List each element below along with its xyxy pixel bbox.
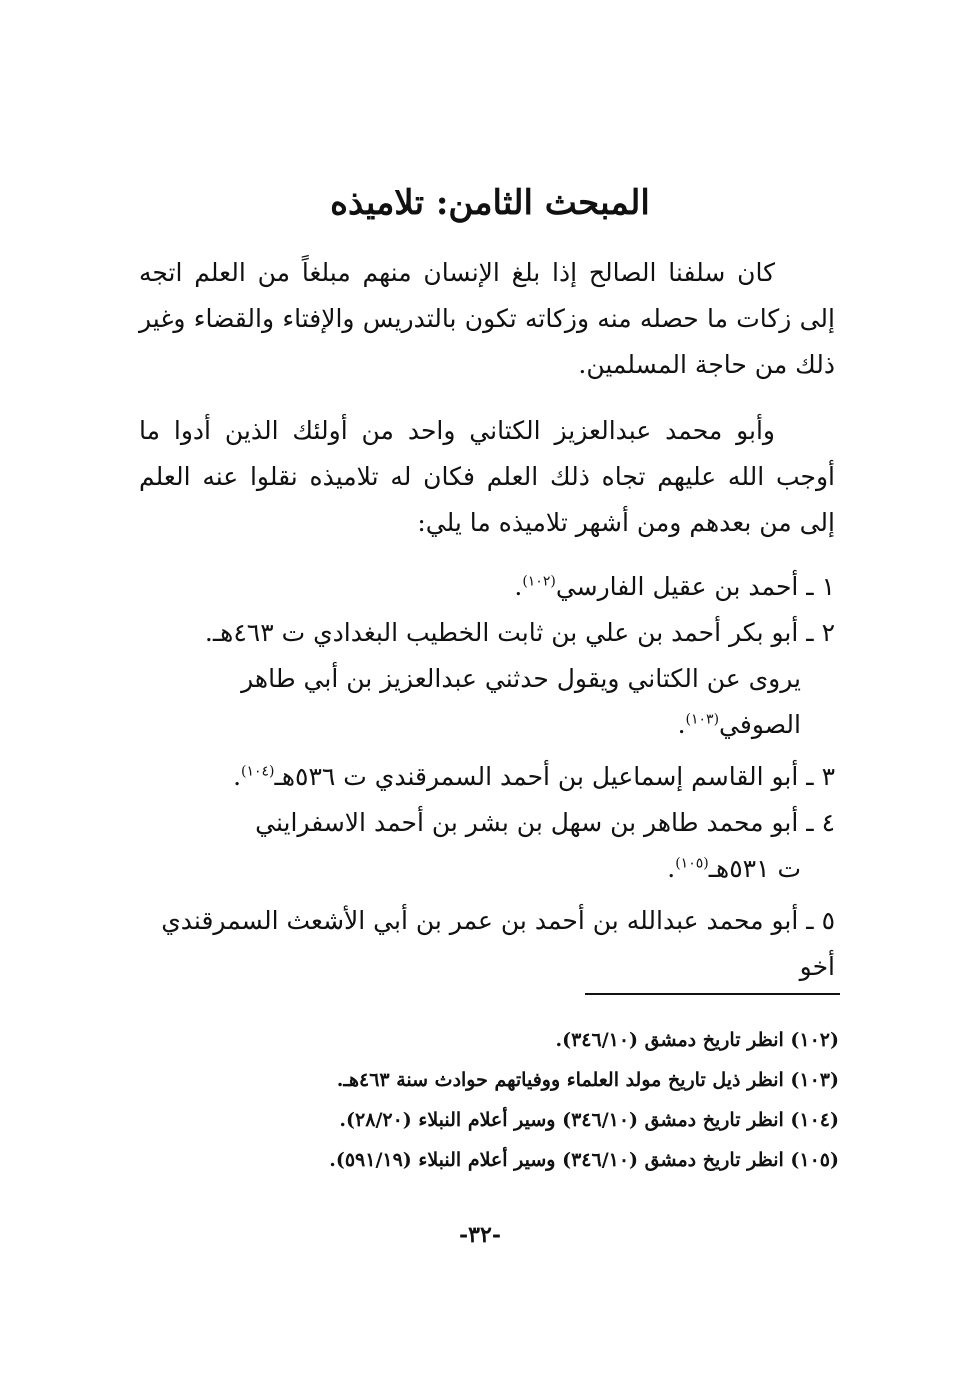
footnote-ref: (١٠٣): [685, 711, 720, 728]
list-item-text: ٥ ـ أبو محمد عبدالله بن أحمد بن عمر بن أبي الأشعث السمرقندي أخو: [161, 906, 835, 981]
list-item-text: ٤ ـ أبو محمد طاهر بن سهل بن بشر بن أحمد الاسفرايني: [255, 808, 835, 837]
footnote-ref: (١٠٥): [675, 855, 709, 872]
section-title: المبحث الثامن: تلاميذه: [330, 183, 650, 223]
footnote-separator: [585, 993, 840, 995]
list-item-punct: .: [233, 762, 242, 791]
footnote-ref: (١٠٤): [241, 763, 275, 780]
paragraph-intro-text: كان سلفنا الصالح إذا بلغ الإنسان منهم مبلغاً من العلم اتجه إلى زكات ما حصله منه وزكاته تكون بالتدريس والإفتاء والقضاء وغير ذلك من حاجة المسلمين.: [139, 258, 835, 379]
list-item-text: ١ ـ أحمد بن عقيل الفارسي: [555, 572, 835, 601]
list-item: [135, 564, 835, 610]
list-item-continuation-text: ت ٥٣١هـ: [708, 854, 801, 883]
list-item: [135, 800, 835, 892]
list-item-punct: .: [514, 572, 523, 601]
footnote: (١٠٥) انظر تاريخ دمشق (٣٤٦/١٠) وسير أعلام النبلاء (٥٩١/١٩).: [329, 1149, 839, 1171]
paragraph-students: [139, 408, 835, 546]
paragraph-students-text: وأبو محمد عبدالعزيز الكتاني واحد من أولئك الذين أدوا ما أوجب الله عليهم تجاه ذلك العلم فكان له تلاميذه نقلوا عنه العلم إلى من بعدهم ومن أشهر تلاميذه ما يلي:: [139, 416, 835, 537]
list-item-continuation: [135, 656, 835, 748]
students-list: [135, 564, 835, 990]
footnote: (١٠٣) انظر ذيل تاريخ مولد العلماء ووفياتهم حوادث سنة ٤٦٣هـ.: [336, 1069, 839, 1091]
list-item-continuation-text: يروى عن الكتاني ويقول حدثني عبدالعزيز بن أبي طاهر الصوفي: [241, 664, 801, 739]
footnotes: [119, 1020, 839, 1180]
paragraph-intro: [139, 250, 835, 388]
list-item-punct: .: [667, 854, 676, 883]
list-item-continuation: [135, 846, 835, 892]
footnote-ref: (١٠٢): [522, 573, 556, 590]
footnote: (١٠٤) انظر تاريخ دمشق (٣٤٦/١٠) وسير أعلام النبلاء (٢٨/٢٠).: [339, 1109, 839, 1131]
list-item: [135, 898, 835, 990]
list-item: [135, 610, 835, 748]
footnote: (١٠٢) انظر تاريخ دمشق (٣٤٦/١٠).: [555, 1029, 839, 1051]
page-number: -٣٢-: [459, 1222, 501, 1248]
list-item-text: ٣ ـ أبو القاسم إسماعيل بن أحمد السمرقندي ت ٥٣٦هـ: [274, 762, 835, 791]
list-item-text: ٢ ـ أبو بكر أحمد بن علي بن ثابت الخطيب البغدادي ت ٤٦٣هـ.: [204, 618, 835, 647]
list-item-punct: .: [677, 710, 686, 739]
list-item: [135, 754, 835, 800]
